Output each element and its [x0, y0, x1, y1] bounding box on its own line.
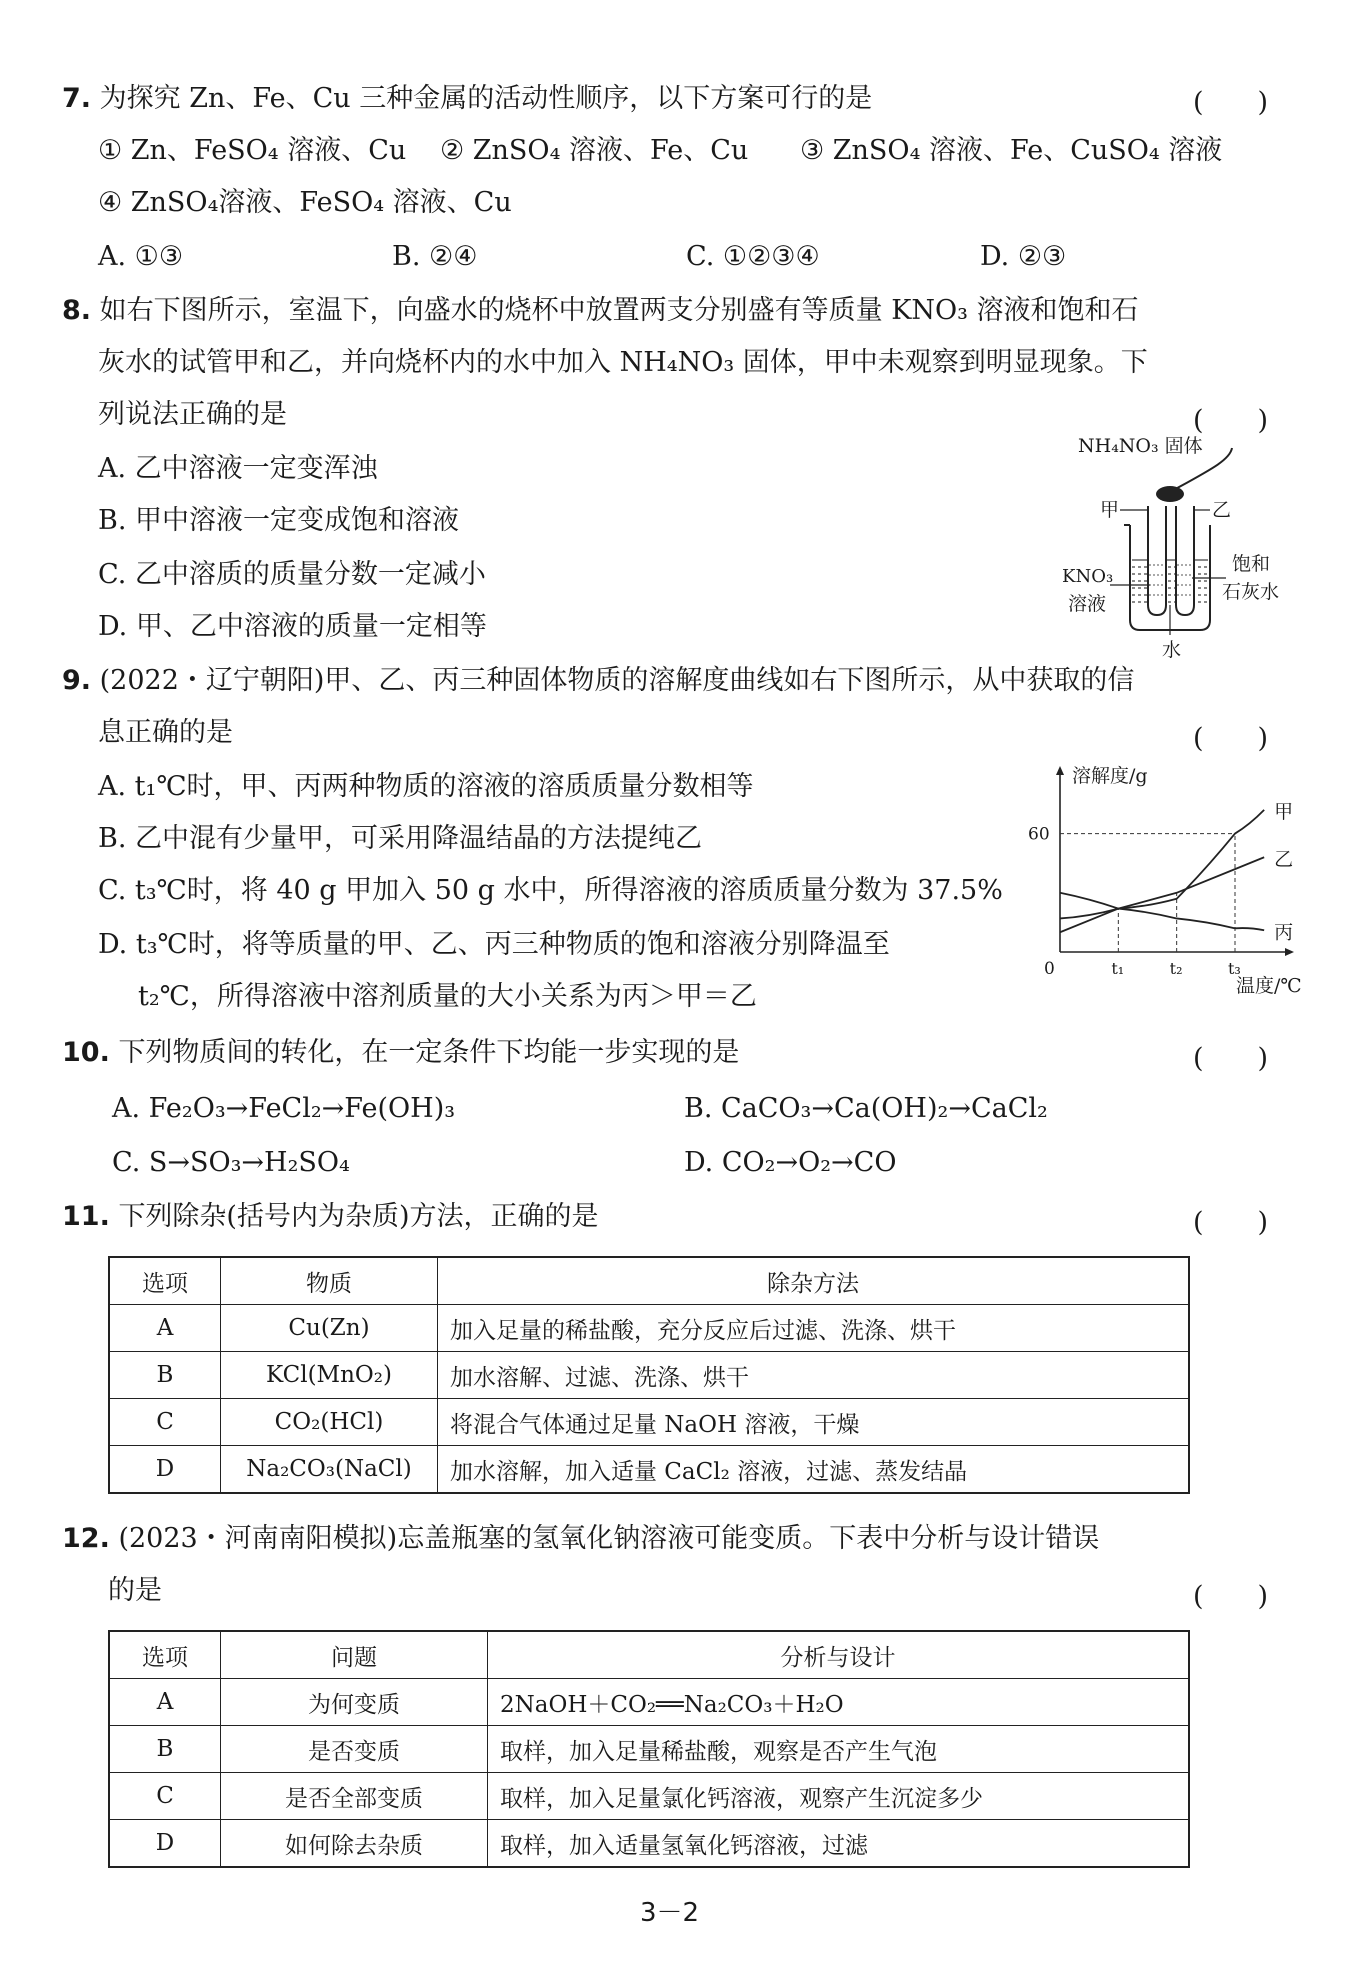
q7-scheme-1: ① Zn、FeSO₄ 溶液、Cu [98, 135, 407, 166]
q8-answer-paren[interactable]: ( ) [1193, 405, 1269, 436]
label-rongye: 溶液 [1068, 593, 1107, 615]
table-header-row [109, 1631, 1189, 1679]
q8-line-3: 列说法正确的是 [98, 399, 287, 430]
x-tick-label: t₁ [1111, 959, 1125, 978]
q8-number: 8. [62, 295, 92, 326]
table-cell: 为何变质 [221, 1679, 488, 1726]
q7-scheme-3: ③ ZnSO₄ 溶液、Fe、CuSO₄ 溶液 [800, 135, 1223, 166]
table-cell: 取样，加入足量稀盐酸，观察是否产生气泡 [488, 1726, 1190, 1773]
q7-option-b[interactable]: B. ②④ [392, 241, 478, 272]
x-axis-arrow-icon [1285, 948, 1294, 956]
q9-stem-1: (2022・辽宁朝阳)甲、乙、丙三种固体物质的溶解度曲线如右下图所示，从中获取的信 [99, 665, 1135, 696]
table-cell: CO₂(HCl) [221, 1399, 438, 1446]
q10-option-b[interactable]: B. CaCO₃→Ca(OH)₂→CaCl₂ [684, 1093, 1048, 1124]
q10-option-c[interactable]: C. S→SO₃→H₂SO₄ [112, 1147, 350, 1178]
q10-number: 10. [62, 1037, 110, 1068]
table-cell: 加水溶解，加入适量 CaCl₂ 溶液，过滤、蒸发结晶 [438, 1446, 1190, 1494]
q7-stem: 为探究 Zn、Fe、Cu 三种金属的活动性顺序，以下方案可行的是 [99, 83, 873, 114]
tube-yi [1176, 506, 1194, 615]
q10-stem: 下列物质间的转化，在一定条件下均能一步实现的是 [118, 1037, 740, 1068]
table-cell: B [109, 1352, 221, 1399]
q12-number: 12. [62, 1523, 110, 1554]
q8-option-b[interactable]: B. 甲中溶液一定变成饱和溶液 [98, 505, 460, 536]
q8-option-c[interactable]: C. 乙中溶质的质量分数一定减小 [98, 559, 486, 590]
q8-option-a[interactable]: A. 乙中溶液一定变浑浊 [98, 453, 378, 484]
table-cell: 如何除去杂质 [221, 1820, 488, 1868]
label-jia: 甲 [1100, 499, 1120, 521]
x-tick-label: t₃ [1228, 959, 1241, 978]
q9-option-b[interactable]: B. 乙中混有少量甲，可采用降温结晶的方法提纯乙 [98, 823, 703, 854]
label-yi: 乙 [1212, 499, 1232, 521]
table-cell: D [109, 1820, 221, 1868]
q12-answer-paren[interactable]: ( ) [1193, 1581, 1269, 1612]
table-header-row [109, 1257, 1189, 1305]
y-tick-label: 60 [1028, 824, 1050, 845]
q7-number: 7. [62, 83, 92, 114]
q8-line-1 [62, 292, 1139, 330]
table-cell: D [109, 1446, 221, 1494]
table-row [109, 1446, 1189, 1494]
q7-scheme-2: ② ZnSO₄ 溶液、Fe、Cu [440, 135, 749, 166]
table-row [109, 1679, 1189, 1726]
q8-line-2: 灰水的试管甲和乙，并向烧杯内的水中加入 NH₄NO₃ 固体，甲中未观察到明显现象。下 [98, 347, 1148, 378]
label-baohe: 饱和 [1232, 553, 1271, 575]
series-label: 丙 [1274, 921, 1294, 944]
header-cell: 选项 [109, 1257, 221, 1305]
header-cell: 除杂方法 [438, 1257, 1190, 1305]
tube-jia [1148, 506, 1166, 615]
label-kno3: KNO₃ [1062, 566, 1114, 587]
q12-table [108, 1630, 1190, 1868]
q11-answer-paren[interactable]: ( ) [1193, 1207, 1269, 1238]
table-cell: 加水溶解、过滤、洗涤、烘干 [438, 1352, 1190, 1399]
table-row [109, 1820, 1189, 1868]
header-cell: 选项 [109, 1631, 221, 1679]
series-label: 乙 [1274, 848, 1294, 871]
table-row [109, 1726, 1189, 1773]
table-cell: KCl(MnO₂) [221, 1352, 438, 1399]
q9-option-d[interactable]: D. t₃℃时，将等质量的甲、乙、丙三种物质的饱和溶液分别降温至 [98, 929, 890, 960]
table-row [109, 1399, 1189, 1446]
page-number: 3－2 [640, 1898, 700, 1928]
table-row [109, 1305, 1189, 1352]
header-cell: 问题 [221, 1631, 488, 1679]
q7-answer-paren[interactable]: ( ) [1193, 87, 1269, 118]
table-cell: A [109, 1679, 221, 1726]
series-line [1060, 893, 1264, 931]
q11-table [108, 1256, 1190, 1494]
table-cell: 是否全部变质 [221, 1773, 488, 1820]
x-axis-label: 温度/℃ [1236, 975, 1302, 995]
q9-solubility-chart [1020, 760, 1320, 995]
label-solid: NH₄NO₃ 固体 [1078, 435, 1203, 457]
q8-stem-1: 如右下图所示，室温下，向盛水的烧杯中放置两支分别盛有等质量 KNO₃ 溶液和饱和石 [99, 295, 1139, 326]
q7-option-d[interactable]: D. ②③ [980, 241, 1067, 272]
table-cell: 是否变质 [221, 1726, 488, 1773]
q7-option-c[interactable]: C. ①②③④ [686, 241, 820, 272]
q10-answer-paren[interactable]: ( ) [1193, 1043, 1269, 1074]
q8-beaker-figure [1060, 430, 1300, 660]
table-cell: Na₂CO₃(NaCl) [221, 1446, 438, 1494]
q10-option-d[interactable]: D. CO₂→O₂→CO [684, 1147, 897, 1178]
q9-line-1 [62, 662, 1134, 700]
table-cell: C [109, 1773, 221, 1820]
table-row [109, 1773, 1189, 1820]
table-cell: 加入足量的稀盐酸，充分反应后过滤、洗涤、烘干 [438, 1305, 1190, 1352]
water-lines [1132, 560, 1208, 602]
q9-line-2: 息正确的是 [98, 717, 233, 748]
q7-stem-line [62, 80, 872, 118]
q12-line-2: 的是 [108, 1575, 162, 1606]
y-axis-label: 溶解度/g [1072, 765, 1148, 787]
q9-option-c[interactable]: C. t₃℃时，将 40 g 甲加入 50 g 水中，所得溶液的溶质质量分数为 37.5% [98, 875, 1003, 906]
q11-number: 11. [62, 1201, 110, 1232]
table-cell: Cu(Zn) [221, 1305, 438, 1352]
q12-stem-1: (2023・河南南阳模拟)忘盖瓶塞的氢氧化钠溶液可能变质。下表中分析与设计错误 [118, 1523, 1100, 1554]
q9-option-d-cont: t₂℃，所得溶液中溶剂质量的大小关系为丙＞甲＝乙 [138, 981, 757, 1012]
header-cell: 分析与设计 [488, 1631, 1190, 1679]
y-axis-arrow-icon [1056, 766, 1064, 775]
table-cell: B [109, 1726, 221, 1773]
x-tick-label: t₂ [1169, 959, 1183, 978]
q10-line [62, 1034, 739, 1072]
table-cell: A [109, 1305, 221, 1352]
q11-stem: 下列除杂(括号内为杂质)方法，正确的是 [118, 1201, 599, 1232]
q9-number: 9. [62, 665, 92, 696]
spoon-bowl-icon [1156, 486, 1184, 502]
table-row [109, 1352, 1189, 1399]
q10-option-a[interactable]: A. Fe₂O₃→FeCl₂→Fe(OH)₃ [112, 1093, 456, 1124]
table-cell: 取样，加入足量氯化钙溶液，观察产生沉淀多少 [488, 1773, 1190, 1820]
q7-option-a[interactable]: A. ①③ [98, 241, 184, 272]
label-shihuishui: 石灰水 [1222, 581, 1280, 603]
series-label: 甲 [1274, 800, 1294, 823]
q9-answer-paren[interactable]: ( ) [1193, 723, 1269, 754]
q7-scheme-4: ④ ZnSO₄溶液、FeSO₄ 溶液、Cu [98, 187, 512, 218]
table-cell: 取样，加入适量氢氧化钙溶液，过滤 [488, 1820, 1190, 1868]
table-cell: 将混合气体通过足量 NaOH 溶液，干燥 [438, 1399, 1190, 1446]
header-cell: 物质 [221, 1257, 438, 1305]
table-cell: C [109, 1399, 221, 1446]
q8-option-d[interactable]: D. 甲、乙中溶液的质量一定相等 [98, 611, 487, 642]
q11-line [62, 1198, 599, 1236]
table-cell: 2NaOH＋CO₂══Na₂CO₃＋H₂O [488, 1679, 1190, 1726]
q9-option-a[interactable]: A. t₁℃时，甲、丙两种物质的溶液的溶质质量分数相等 [98, 771, 754, 802]
series-line [1060, 810, 1264, 919]
origin-label: 0 [1044, 959, 1055, 979]
series-line [1060, 857, 1264, 932]
q12-line-1 [62, 1520, 1099, 1558]
label-shui: 水 [1162, 639, 1182, 660]
